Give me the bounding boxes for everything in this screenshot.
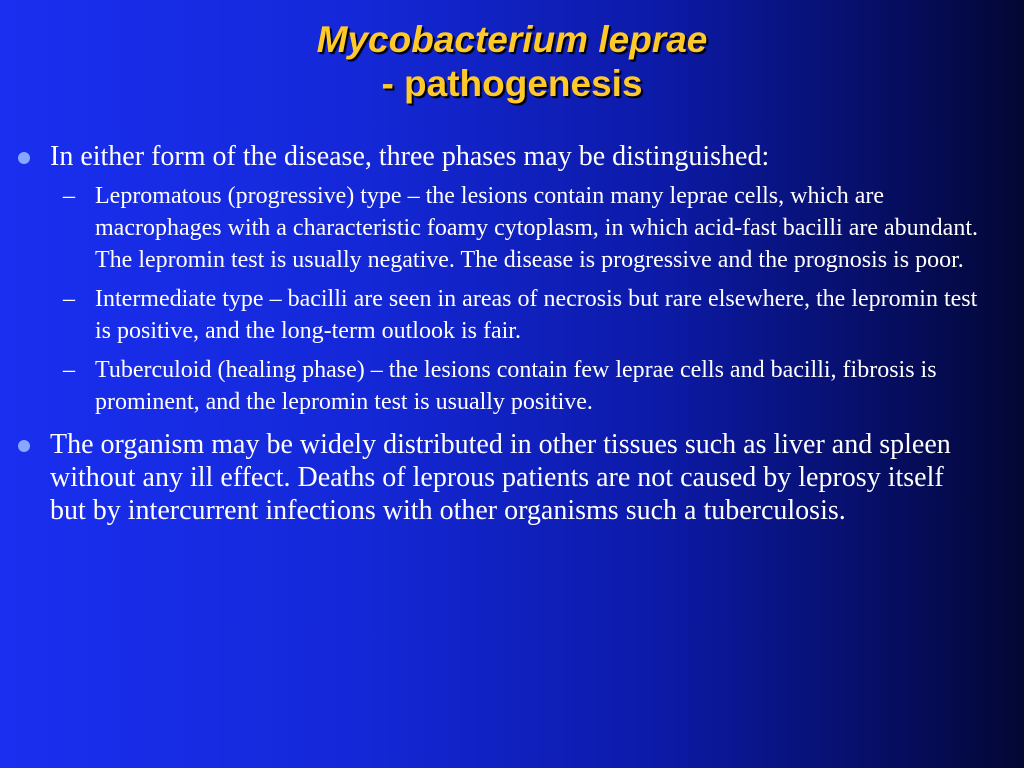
sub-bullet-item bbox=[18, 354, 978, 418]
bullet-text: In either form of the disease, three phases may be distinguished: bbox=[50, 141, 770, 172]
sub-bullet-item bbox=[18, 283, 978, 347]
bullet-item bbox=[18, 428, 978, 527]
slide-title-line-1: Mycobacterium leprae bbox=[316, 19, 708, 60]
dash-icon: – bbox=[63, 183, 75, 209]
bullet-dot-icon bbox=[18, 440, 30, 452]
bullet-dot-icon bbox=[18, 152, 30, 164]
sub-bullet-text: Lepromatous (progressive) type – the lesions contain many leprae cells, which are macrophages with a characteristic foamy cytoplasm, in which acid-fast bacilli are abundant. The lepromin test is usually negative. The disease is progressive and the prognosis is poor. bbox=[95, 183, 978, 273]
dash-icon: – bbox=[63, 286, 75, 312]
slide-title bbox=[0, 18, 1024, 106]
sub-bullet-text: Intermediate type – bacilli are seen in areas of necrosis but rare elsewhere, the lepromin test is positive, and the long-term outlook is fair. bbox=[95, 286, 978, 344]
slide-body bbox=[18, 140, 978, 527]
sub-bullet-text: Tuberculoid (healing phase) – the lesions contain few leprae cells and bacilli, fibrosis is prominent, and the lepromin test is usually positive. bbox=[95, 357, 937, 415]
bullet-text: The organism may be widely distributed in other tissues such as liver and spleen without any ill effect. Deaths of leprous patients are not caused by leprosy itself but by intercurrent infections with other organisms such a tuberculosis. bbox=[50, 429, 951, 526]
slide-title-line-2: - pathogenesis bbox=[381, 63, 643, 104]
bullet-item bbox=[18, 140, 978, 173]
sub-bullet-item bbox=[18, 180, 978, 276]
dash-icon: – bbox=[63, 357, 75, 383]
